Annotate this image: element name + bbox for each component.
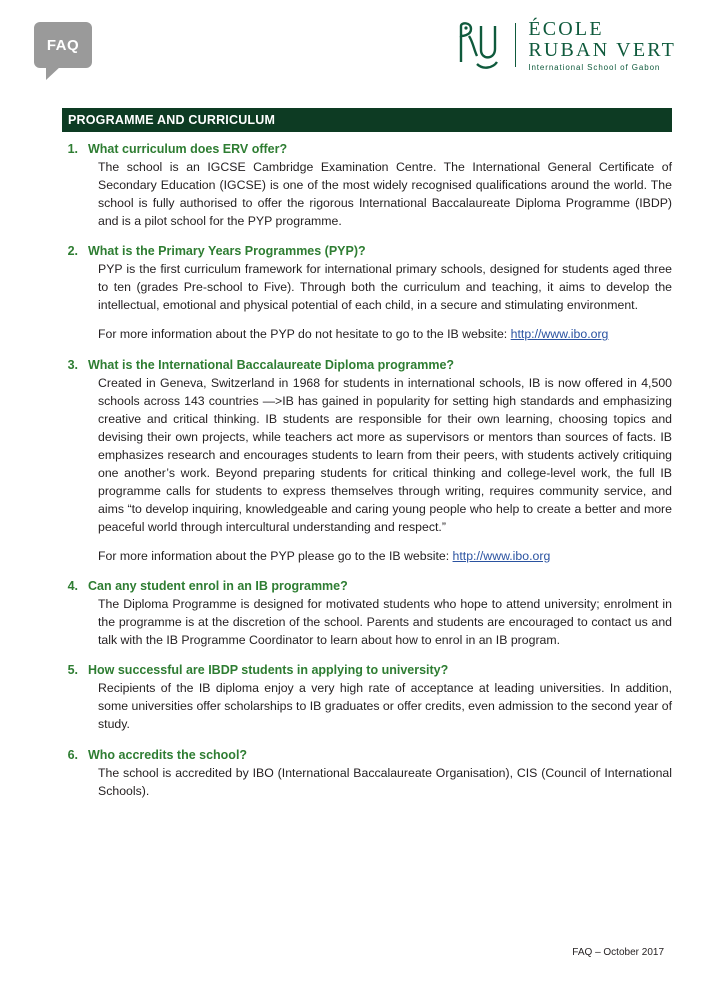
faq-answer-paragraph: Recipients of the IB diploma enjoy a very high rate of acceptance at leading universities. In addition, some universities offer scholarships to IB graduates or offer credits, even admission to the second year of study. bbox=[98, 681, 672, 732]
faq-item bbox=[62, 244, 672, 343]
school-logo bbox=[447, 16, 676, 74]
faq-number: 6. bbox=[67, 747, 78, 762]
faq-number: 3. bbox=[67, 357, 78, 372]
faq-answer bbox=[98, 679, 672, 733]
ib-website-link[interactable]: http://www.ibo.org bbox=[452, 549, 551, 564]
faq-question: What is the Primary Years Programmes (PYP)? bbox=[88, 244, 366, 259]
logo-divider bbox=[515, 23, 516, 67]
logo-line-ruban-vert: RUBAN VERT bbox=[528, 38, 676, 61]
faq-number: 2. bbox=[67, 244, 78, 259]
faq-number: 4. bbox=[67, 579, 78, 594]
faq-question-row bbox=[62, 358, 672, 372]
faq-item bbox=[62, 663, 672, 733]
faq-question: What curriculum does ERV offer? bbox=[88, 142, 288, 156]
faq-answer bbox=[98, 260, 672, 343]
faq-answer-paragraph: Created in Geneva, Switzerland in 1968 for students in international schools, IB is now offered in 4,500 schools across 143 countries —>IB has gained in popularity for setting high standards and emphasizing creative and critical thinking. IB students are responsible for their own learning, choosing topics and devising their own projects, while teachers act more as supervisors or mentors than sources of facts. IB emphasizes research and encourages students to learn from their peers, with students actively critiquing one another’s work. Beyond preparing students for critical thinking and college-level work, the full IB programme calls for students to express themselves through writing, requires community service, and aims “to develop inquiring, knowledgeable and caring young people who help to create a better and more peaceful world through intercultural understanding and respect.” bbox=[98, 375, 672, 534]
page-footer: FAQ – October 2017 bbox=[572, 947, 664, 958]
faq-question: How successful are IBDP students in applying to university? bbox=[88, 663, 449, 678]
faq-question-row bbox=[62, 142, 672, 156]
ib-website-link[interactable]: http://www.ibo.org bbox=[510, 327, 609, 342]
faq-answer-paragraph: The Diploma Programme is designed for motivated students who hope to attend university; enrolment in the programme is at the discretion of the school. Parents and students are encouraged to contact us and talk with the IB Programme Coordinator to learn about how to enrol in an IB program. bbox=[98, 597, 672, 648]
faq-question-row bbox=[62, 244, 672, 258]
faq-answer-paragraph: The school is an IGCSE Cambridge Examination Centre. The International General Certificate of Secondary Education (IGCSE) is one of the most widely recognised qualifications around the world. The school is fully authorised to offer the rigorous International Baccalaureate Diploma Programme (IBDP) and is a pilot school for the PYP programme. bbox=[98, 160, 672, 229]
faq-question-row bbox=[62, 579, 672, 593]
logo-line-ecole: ÉCOLE bbox=[528, 17, 604, 40]
faq-answer bbox=[98, 158, 672, 230]
faq-question: Can any student enrol in an IB programme? bbox=[88, 579, 348, 594]
faq-question-row bbox=[62, 748, 672, 762]
faq-item bbox=[62, 142, 672, 230]
faq-answer-paragraph: PYP is the first curriculum framework for international primary schools, designed for students aged three to ten (grades Pre-school to Five). Through both the curriculum and teaching, it aims to develop the intellectual, emotional and physical potential of each child, in a secure and stimulating environment. bbox=[98, 262, 672, 313]
faq-answer-link-line bbox=[98, 547, 672, 565]
faq-answer bbox=[98, 595, 672, 649]
faq-answer-paragraph: The school is accredited by IBO (International Baccalaureate Organisation), CIS (Council of International Schools). bbox=[98, 765, 672, 798]
faq-answer bbox=[98, 764, 672, 800]
faq-number: 1. bbox=[67, 142, 78, 156]
faq-answer bbox=[98, 374, 672, 566]
faq-question: What is the International Baccalaureate Diploma programme? bbox=[88, 357, 455, 372]
faq-item bbox=[62, 358, 672, 566]
faq-link-lead-text: For more information about the PYP do not hesitate to go to the IB website: bbox=[98, 327, 511, 342]
page-header bbox=[0, 0, 706, 92]
erv-monogram-icon bbox=[447, 16, 509, 74]
faq-item bbox=[62, 579, 672, 649]
faq-item bbox=[62, 748, 672, 800]
document-content bbox=[62, 108, 672, 814]
faq-question-row bbox=[62, 663, 672, 677]
section-title-bar: PROGRAMME AND CURRICULUM bbox=[62, 108, 672, 132]
faq-speech-bubble-icon bbox=[34, 22, 92, 68]
faq-badge-label: FAQ bbox=[46, 36, 80, 54]
logo-wordmark bbox=[528, 19, 676, 72]
faq-question: Who accredits the school? bbox=[88, 747, 248, 762]
faq-answer-link-line bbox=[98, 325, 672, 343]
logo-subtitle: International School of Gabon bbox=[528, 62, 661, 72]
faq-link-lead-text: For more information about the PYP please go to the IB website: bbox=[98, 549, 453, 564]
faq-number: 5. bbox=[67, 663, 78, 678]
